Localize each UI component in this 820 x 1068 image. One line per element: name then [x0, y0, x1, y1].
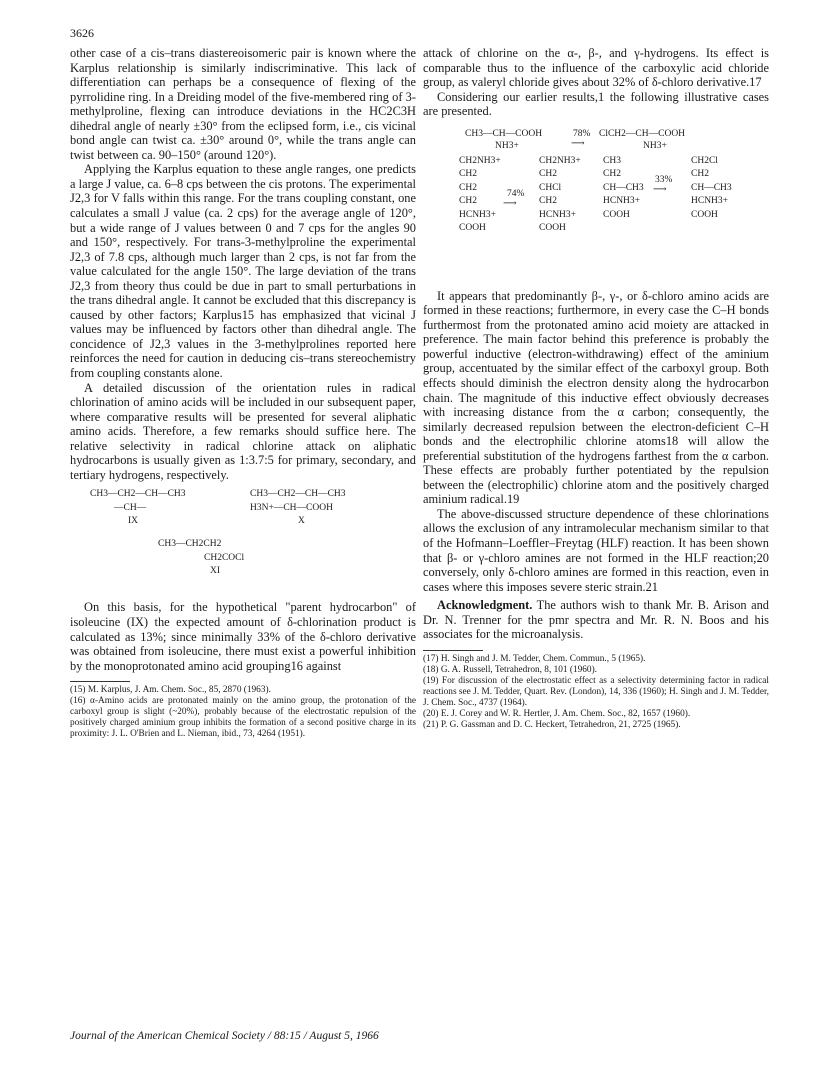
footnote-16: (16) α-Amino acids are protonated mainly on the amino group, the protonation of the carboxyl group is slight (~20%), probably because of the electrostatic repulsion of the positively charged aminium group inhibits the formation of a second positive charge in its proximity: J. L. O'Brien and L. Nieman, ibid., 73, 4264 (1951).	[70, 696, 416, 740]
structure-line: CH3—CH2CH2	[158, 539, 222, 550]
footnote-21: (21) P. G. Gassman and D. C. Heckert, Tetrahedron, 21, 2725 (1965).	[423, 719, 681, 730]
compound-label: X	[298, 516, 305, 527]
structure-line: CH2	[459, 169, 477, 180]
structure-ix	[90, 488, 186, 529]
paragraph: Considering our earlier results,1 the following illustrative cases are presented.	[423, 89, 769, 119]
journal-footer: Journal of the American Chemical Society / 88:15 / August 5, 1966	[70, 1030, 379, 1042]
structure-line: CH2Cl	[691, 155, 718, 166]
left-column	[70, 46, 416, 740]
paragraph: It appears that predominantly β-, γ-, or δ-chloro amino acids are formed in these reactions; furthermore, in every case the C–H bonds furthermost from the protonated amino acid moiety are attacked in preference. The main factor behind this preference is probably the powerful inductive (electron-withdrawing) effect of the aminium group, accentuated by the similar effect of the carboxyl group. Both effects should diminish the electron density along the hydrocarbon chain. The magnitude of this inductive effect obviously decreases with increasing distance from the α carbon; consequently, the similarly decreased repulsion between the electron-deficient C–H bonds and the electrophilic chlorine atoms18 will allow the preferential substitution of the hydrogens farthest from the α carbon. These effects are probably further potentiated by the repulsion between the (electrophilic) chlorine atom and the positively charged aminium radical.19	[423, 288, 769, 507]
footnote-rule	[423, 650, 483, 651]
structure-line: CH2	[539, 196, 557, 207]
reaction-scheme	[423, 125, 769, 279]
footnote-rule	[70, 681, 130, 682]
structure-line: HCNH3+	[459, 209, 497, 220]
footnote-20: (20) E. J. Corey and W. R. Hertler, J. Am. Chem. Soc., 82, 1657 (1960).	[423, 708, 691, 719]
structure-line: CH3—CH2—CH—CH3	[90, 489, 186, 500]
structure-line: CHCl	[539, 182, 562, 193]
structure-line: CH2NH3+	[539, 155, 581, 166]
structure-line: CH—CH3	[691, 182, 732, 193]
structure-line: COOH	[539, 223, 566, 234]
acknowledgment-body: The authors wish to thank Mr. B. Arison and Dr. N. Trenner for the pmr spectra and Mr. R. N. Boos and his associates for the microanalysis.	[423, 598, 769, 642]
structure-line: HCNH3+	[539, 209, 577, 220]
acknowledgment-heading: Acknowledgment.	[437, 598, 533, 613]
compound-label: XI	[210, 566, 221, 577]
scheme-col-a	[459, 155, 501, 236]
acknowledgment	[423, 598, 769, 642]
scheme-col-d	[691, 155, 732, 223]
paragraph: other case of a cis–trans diastereoisomeric pair is known where the Karplus relationship is similarly indiscriminative. This lack of differentiation can perhaps be a consequence of flexing of the pyrrolidine ring. In a Dreiding model of the five-membered ring of 3-methylproline, flexing can introduce deviations in the HC2C3H dihedral angle of nearly ±30° from the eclipsed form, i.e., cis vicinal bond angle can twist ca. ±30° around 0°, while the trans angle can twist between ca. 90–150° (around 120°).	[70, 46, 416, 162]
scheme-reactant-top: CH3—CH—COOH	[465, 128, 543, 139]
paragraph: The above-discussed structure dependence of these chlorinations allows the exclusion of any intramolecular mechanism similar to that of the Hofmann–Loeffler–Freytag (HLF) reaction. It has been shown that β- or γ-chloro amines are not formed in the HLF reaction;20 conversely, only δ-chloro amines are formed in this reaction, even in cases where this imposes severe steric strain.21	[423, 506, 769, 594]
structure-line: HCNH3+	[691, 196, 729, 207]
paragraph: attack of chlorine on the α-, β-, and γ-hydrogens. Its effect is comparable thus to the influence of the carboxylic acid chloride group, as valeryl chloride gives about 32% of δ-chloro derivative.17	[423, 46, 769, 90]
structure-line: CH2	[691, 169, 709, 180]
structure-line: CH2	[539, 169, 557, 180]
compound-label: IX	[128, 516, 139, 527]
footnote-15: (15) M. Karplus, J. Am. Chem. Soc., 85, 2870 (1963).	[70, 685, 271, 696]
page-number: 3626	[70, 26, 94, 40]
structure-line: CH3	[603, 155, 621, 166]
structure-line: H3N+—CH—COOH	[250, 502, 333, 513]
structure-line: CH2	[459, 196, 477, 207]
structure-line: CH2NH3+	[459, 155, 501, 166]
scheme-col-c	[603, 155, 644, 223]
scheme-product-top-nh: NH3+	[643, 140, 667, 151]
scheme-col-b	[539, 155, 581, 236]
structure-line: CH2	[459, 182, 477, 193]
scheme-product-top: ClCH2—CH—COOH	[599, 128, 686, 139]
structure-xi	[158, 538, 244, 579]
structure-line: CH2	[603, 169, 621, 180]
footnote-19: (19) For discussion of the electrostatic effect as a selectivity determining factor in radical reactions see J. M. Tedder, Quart. Rev. (London), 14, 336 (1960); H. Singh and J. M. Tedder, J. Chem. Soc., 4737 (1964).	[423, 675, 769, 708]
structure-line: HCNH3+	[603, 196, 641, 207]
arrow-icon: ⟶	[653, 184, 667, 195]
footnote-18: (18) G. A. Russell, Tetrahedron, 8, 101 (1960).	[423, 664, 597, 675]
structures-ix-x-xi	[70, 488, 416, 588]
scheme-yield-74: 74%	[507, 188, 525, 199]
structure-line: CH—CH3	[603, 182, 644, 193]
structure-line: COOH	[691, 209, 718, 220]
structure-line: CH2COCl	[204, 552, 245, 563]
structure-x	[250, 488, 346, 529]
scheme-reactant-top-nh: NH3+	[495, 140, 519, 151]
arrow-icon: ⟶	[571, 138, 585, 149]
footnote-17: (17) H. Singh and J. M. Tedder, Chem. Commun., 5 (1965).	[423, 653, 646, 664]
structure-line: —CH—	[114, 502, 147, 513]
structure-line: COOH	[459, 223, 486, 234]
paragraph: On this basis, for the hypothetical "parent hydrocarbon" of isoleucine (IX) the expected amount of δ-chlorination product is calculated as 13%; since minimally 33% of the δ-chloro derivative was obtained from isoleucine, there must exist a powerful inhibition by the monoprotonated amino acid grouping16 against	[70, 600, 416, 673]
paragraph: Applying the Karplus equation to these angle ranges, one predicts a large J value, ca. 6–8 cps between the cis protons. The experimental J2,3 for V falls within this range. For the trans coupling constant, one calculates a small J value (ca. 2 cps) for the average angle of 120°, but a wide range of J values between 0 and 7 cps for the angles 90 and 150°, respectively. For trans-3-methylproline the experimental J2,3 of 7.8 cps, although much larger than 2 cps, is not far from the value calculated for the angle 150°. The large deviation of the trans J2,3 from theory thus could be due in part to small perturbations in the trans dihedral angle. It cannot be excluded that this discrepancy is caused by other factors; Karplus15 has emphasized that vicinal J values may be influenced by factors other than dihedral angle. The concidence of J2,3 values in the 3-methylprolines reported here reinforces the need for caution in deducing cis–trans stereochemistry from coupling constants alone.	[70, 162, 416, 381]
structure-line: CH3—CH2—CH—CH3	[250, 489, 346, 500]
scheme-yield-33: 33%	[655, 174, 673, 185]
structure-line: COOH	[603, 209, 630, 220]
arrow-icon: ⟶	[503, 198, 517, 209]
scheme-yield-78: 78%	[573, 128, 591, 139]
paragraph: A detailed discussion of the orientation rules in radical chlorination of amino acids will be included in our subsequent paper, where comparative results will be presented for several aliphatic amino acids. Therefore, a few remarks should suffice here. The relative selectivity in radical chlorine attack on aliphatic hydrocarbons is usually given as 1:3.7:5 for primary, secondary, and tertiary hydrogens, respectively.	[70, 380, 416, 482]
right-column	[423, 46, 769, 731]
